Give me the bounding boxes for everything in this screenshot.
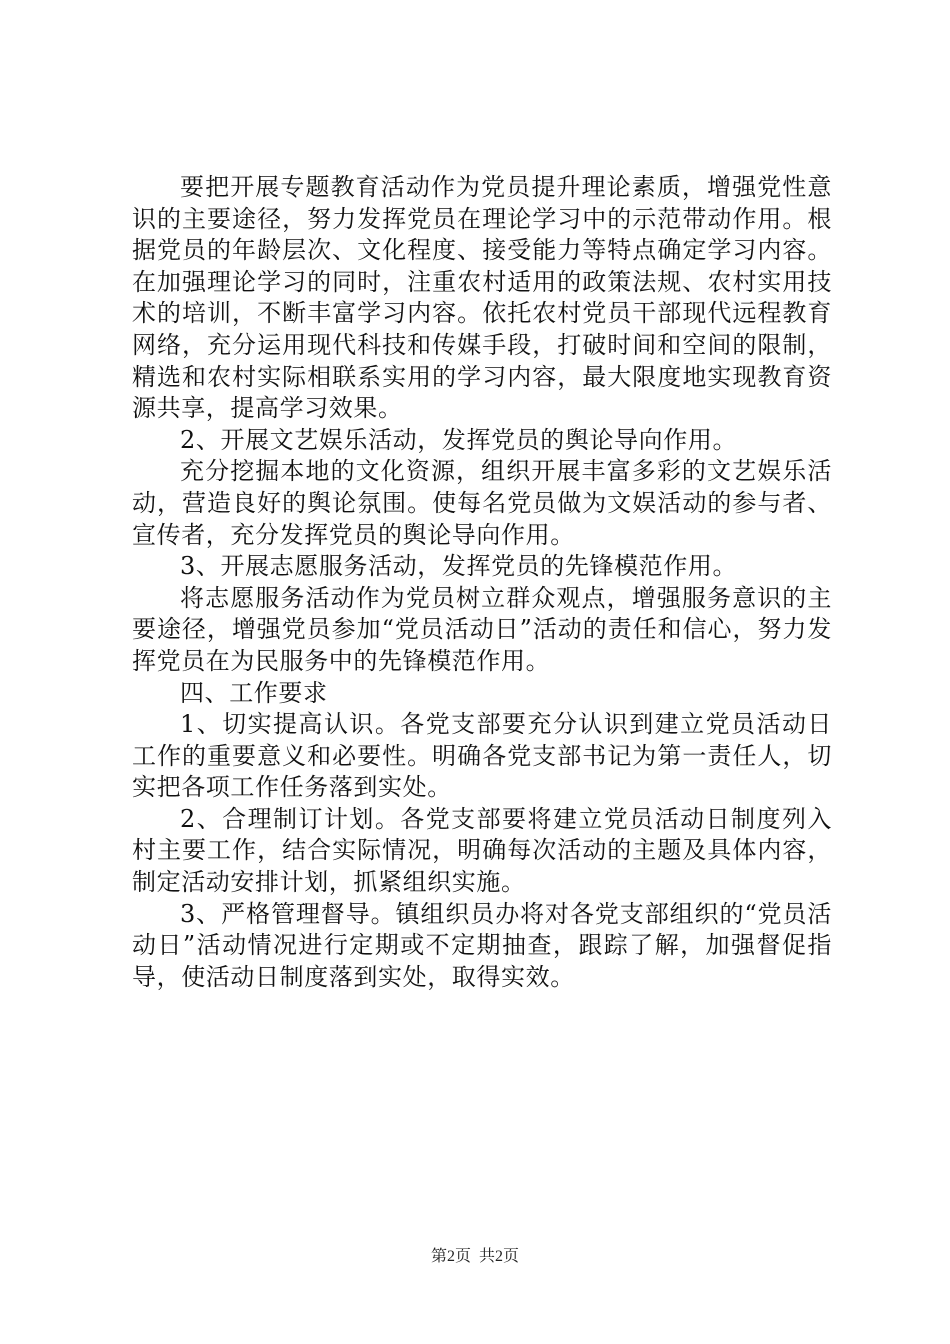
paragraph-culture-activities: 充分挖掘本地的文化资源，组织开展丰富多彩的文艺娱乐活动，营造良好的舆论氛围。使每名党员做为文娱活动的参与者、宣传者，充分发挥党员的舆论导向作用。 [132,457,832,549]
paragraph-make-plan: 2、合理制订计划。各党支部要将建立党员活动日制度列入村主要工作，结合实际情况，明确每次活动的主题及具体内容，制定活动安排计划，抓紧组织实施。 [132,804,832,897]
heading-volunteer-service: 3、开展志愿服务活动，发挥党员的先锋模范作用。 [180,552,738,581]
page-footer [0,1243,950,1266]
page-number: 第2页 [430,1248,471,1265]
heading-culture-activities: 2、开展文艺娱乐活动，发挥党员的舆论导向作用。 [180,425,738,454]
paragraph-theory-study: 要把开展专题教育活动作为党员提升理论素质，增强党性意识的主要途径，努力发挥党员在理论学习中的示范带动作用。根据党员的年龄层次、文化程度、接受能力等特点确定学习内容。在加强理论学习的同时，注重农村适用的政策法规、农村实用技术的培训，不断丰富学习内容。依托农村党员干部现代远程教育网络，充分运用现代科技和传媒手段，打破时间和空间的限制，精选和农村实际相联系实用的学习内容，最大限度地实现教育资源共享，提高学习效果。 [132,173,832,423]
document-body [132,172,832,993]
paragraph-supervision: 3、严格管理督导。镇组织员办将对各党支部组织的“党员活动日”活动情况进行定期或不定期抽查，跟踪了解，加强督促指导，使活动日制度落到实处，取得实效。 [132,899,832,991]
page-total: 共2页 [479,1248,520,1265]
section-heading-work-requirements: 四、工作要求 [180,678,328,707]
paragraph-volunteer-service: 将志愿服务活动作为党员树立群众观点，增强服务意识的主要途径，增强党员参加“党员活动日”活动的责任和信心，努力发挥党员在为民服务中的先锋模范作用。 [132,583,832,675]
paragraph-raise-awareness: 1、切实提高认识。各党支部要充分认识到建立党员活动日工作的重要意义和必要性。明确各党支部书记为第一责任人，切实把各项工作任务落到实处。 [132,710,832,802]
